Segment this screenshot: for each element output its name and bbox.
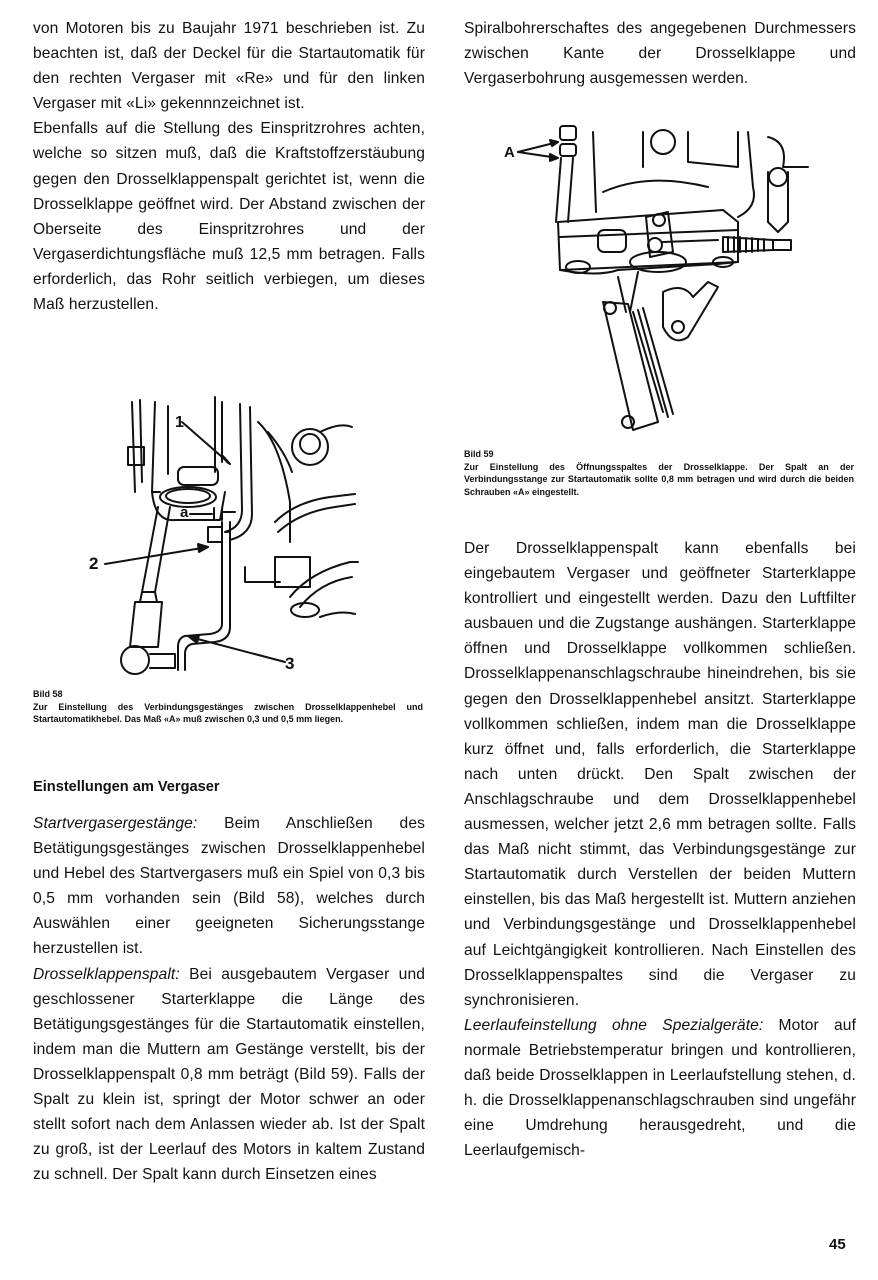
left-paragraph-2: Ebenfalls auf die Stellung des Einspritzrohres achten, welche so sitzen muß, daß die Kraftstoffzerstäubung gegen den Drosselklappenspalt gerichtet ist, wenn die Drosselklappe geöffnet wird. Der Abstand zwischen der Oberseite des Einspritzrohres und der Vergaserdichtungsfläche muß 12,5 mm betragen. Falls erforderlich, das Rohr seitlich verbiegen, um dieses Maß herzustellen. — [33, 120, 425, 314]
right-paragraph-3 — [464, 1013, 856, 1164]
left-column — [33, 16, 425, 317]
figure-59-caption — [464, 448, 854, 498]
right-paragraph-3-text: Motor auf normale Betriebstemperatur bringen und kontrollieren, daß beide Drosselklappen in Leerlaufstellung stehen, d. h. die Drosselklappenanschlagschrauben sind ungefähr eine Umdrehung herausgedreht, und die Leerlaufgemisch- — [464, 1016, 856, 1160]
right-column-lower — [464, 536, 856, 1163]
figure-59-caption-title: Bild 59 — [464, 449, 494, 459]
figure-58-caption-title: Bild 58 — [33, 689, 63, 699]
figure-58-label-2: 2 — [89, 554, 99, 573]
left-paragraph-3-lead: Startvergasergestänge: — [33, 815, 198, 832]
left-paragraph-3-text: Beim Anschließen des Betätigungsgestänges zwischen Drosselklappenhebel und Hebel des Startvergasers muß ein Spiel von 0,3 bis 0,5 mm vorhanden sein (Bild 58), welches durch Auswählen einer geeigneten Sicherungsstange herzustellen ist. — [33, 815, 425, 958]
right-paragraph-3-lead: Leerlaufeinstellung ohne Spezialgeräte: — [464, 1016, 764, 1034]
left-paragraph-3 — [33, 811, 425, 962]
left-paragraph-4 — [33, 962, 425, 1188]
page-number: 45 — [829, 1236, 846, 1253]
right-paragraph-1: Spiralbohrerschaftes des angegebenen Durchmessers zwischen Kante der Drosselklappe und Vergaserbohrung ausgemessen werden. — [464, 20, 856, 88]
right-column — [464, 16, 856, 91]
section-heading: Einstellungen am Vergaser — [33, 779, 220, 795]
figure-58-label-a: a — [180, 504, 189, 521]
figure-58-illustration — [80, 392, 380, 682]
left-paragraph-4-lead: Drosselklappenspalt: — [33, 965, 180, 983]
figure-59-illustration — [498, 112, 818, 447]
figure-58-caption-text: Zur Einstellung des Verbindungsgestänges zwischen Drosselklappenhebel und Startautomatikhebel. Das Maß «A» muß zwischen 0,3 und 0,5 mm liegen. — [33, 701, 423, 725]
figure-58-label-3: 3 — [285, 654, 295, 673]
left-column-lower — [33, 776, 425, 1187]
figure-59-caption-text: Zur Einstellung des Öffnungsspaltes der Drosselklappe. Der Spalt an der Verbindungsstange zur Startautomatik sollte 0,8 mm betragen und wird durch die beiden Schrauben «A» eingestellt. — [464, 461, 854, 497]
figure-58-label-1: 1 — [175, 414, 184, 431]
right-paragraph-2: Der Drosselklappenspalt kann ebenfalls bei eingebautem Vergaser und geöffneter Starterklappe kontrolliert und eingestellt werden. Dazu den Luftfilter ausbauen und die Zugstange aushängen. Starterklappe öffnen und Drosselklappe vollkommen schließen. Drosselklappenanschlagschraube hineindrehen, bis sie gegen den Drosselklappenhebel ansitzt. Starterklappe vollkommen schließen, indem man die Drosselklappe kurz öffnet und, falls erforderlich, die Starterklappe nach unten drückt. Den Spalt zwischen der Anschlagschraube und dem Drosselklappenhebel ausmessen, welcher jetzt 2,6 mm betragen sollte. Falls das Maß nicht stimmt, das Verbindungsgestänge zur Startautomatik durch Verstellen der beiden Muttern einstellen, bis das Maß hergestellt ist. Muttern anziehen und Verbindungsgestänge und Drosselklappenhebel auf Leichtgängigkeit kontrollieren. Nach Einstellen des Drosselklappenspaltes sind die Vergaser zu synchronisieren. — [464, 540, 856, 1009]
left-paragraph-1: von Motoren bis zu Baujahr 1971 beschrieben ist. Zu beachten ist, daß der Deckel für die Startautomatik für den rechten Vergaser mit «Re» und für den linken Vergaser mit «Li» gekennnzeichnet ist. — [33, 20, 425, 113]
left-paragraph-4-text: Bei ausgebautem Vergaser und geschlossener Starterklappe die Länge des Betätigungsgestänges für die Startautomatik einstellen, indem man die Muttern am Gestänge verstellt, bis der Drosselklappenspalt 0,8 mm beträgt (Bild 59). Falls der Spalt zu klein ist, springt der Motor schwer an oder stellt sofort nach dem Anlassen wieder ab. Ist der Spalt zu groß, ist der Leerlauf des Motors in kaltem Zustand zu schnell. Der Spalt kann durch Einsetzen eines — [33, 965, 425, 1184]
figure-58-caption — [33, 688, 423, 726]
figure-59-label-a: A — [504, 144, 515, 161]
